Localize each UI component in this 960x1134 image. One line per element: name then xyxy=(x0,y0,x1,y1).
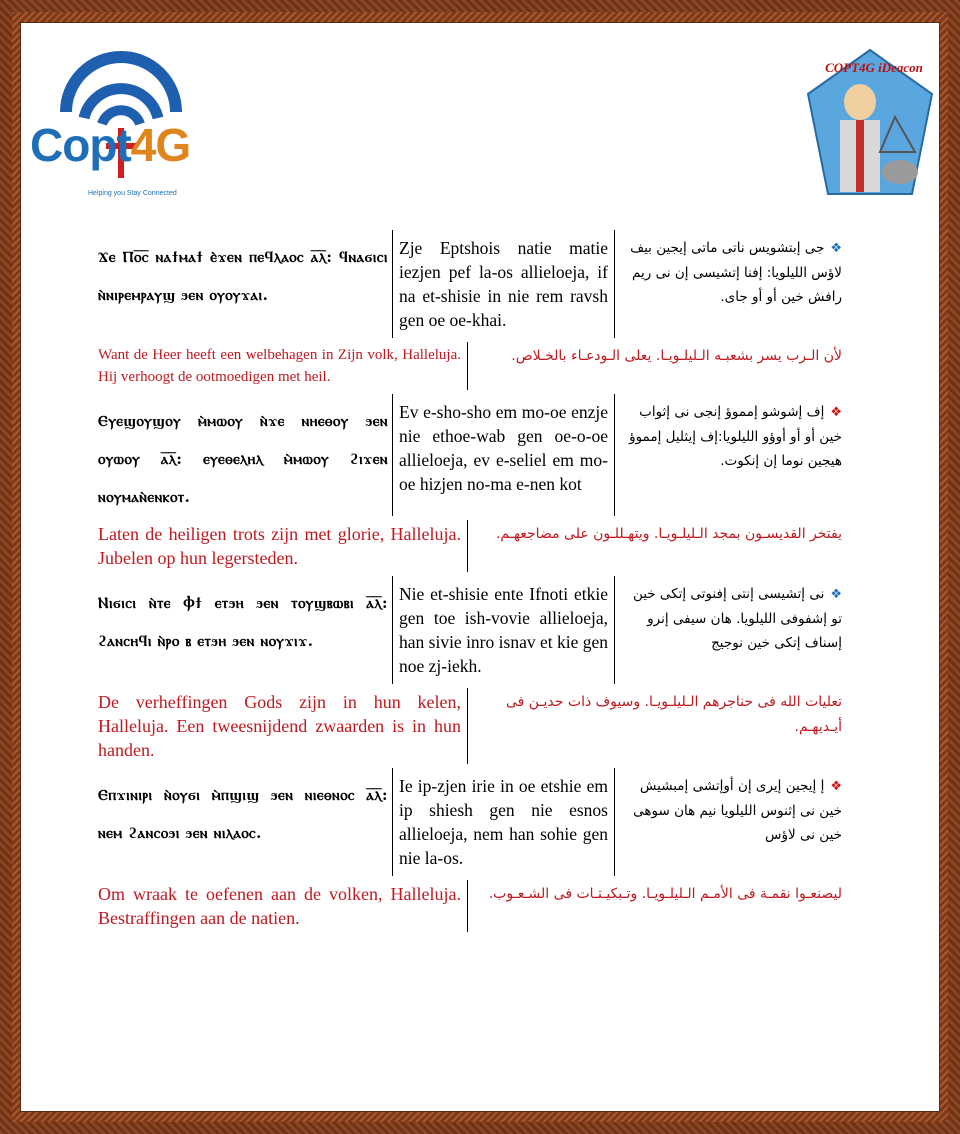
hymn-content xyxy=(96,230,846,936)
diamond-icon: ❖ xyxy=(830,779,842,794)
translation-row xyxy=(96,520,846,572)
transliteration-text: Nie et-shisie ente Ifnoti etkie gen toe ish-vovie allieloeja, han sivie inro isnav et kie gen noe zj-iekh. xyxy=(393,576,615,684)
verse-row xyxy=(96,576,846,684)
diamond-icon: ❖ xyxy=(830,241,842,256)
coptic-text: Ⲉⲩⲉϣⲟⲩϣⲟⲩ ⲙ̀ⲙⲱⲟⲩ ⲛ̀ϫⲉ ⲛⲏⲉⲑⲟⲩ ϧⲉⲛ ⲟⲩⲱⲟⲩ ⲁ̅ⲗ̅: ⲉⲩⲉⲑⲉⲗⲏⲗ ⲙ̀ⲙⲱⲟⲩ ϩⲓϫⲉⲛ ⲛⲟⲩⲙⲁⲛ̀ⲉⲛⲕⲟⲧ. xyxy=(96,394,393,516)
verse-row xyxy=(96,230,846,338)
coptic-text: Ⲛⲓϭⲓⲥⲓ ⲛ̀ⲧⲉ Ⲫϯ ⲉⲧϧⲏ ϧⲉⲛ ⲧⲟⲩϣⲃⲱⲃⲓ ⲁ̅ⲗ̅: ϩⲁⲛⲥⲏϥⲓ ⲛ̀ⲣⲟ ⲃ ⲉⲧϧⲏ ϧⲉⲛ ⲛⲟⲩϫⲓϫ. xyxy=(96,576,393,684)
diamond-icon: ❖ xyxy=(830,405,842,420)
verse-row xyxy=(96,394,846,516)
arabic-translation: لأن الـرب يسر بشعبـه الـليلـويـا. يعلى الـودعـاء بالخـلاص. xyxy=(511,348,842,364)
copt4g-logo xyxy=(26,48,196,208)
transliteration-text: Ie ip-zjen irie in oe etshie em ip shiesh gen nie esnos allieloeja, nem han sohie gen nie la-os. xyxy=(393,768,615,876)
translation-row xyxy=(96,342,846,390)
verse-row xyxy=(96,768,846,876)
arabic-transliteration: ❖إ إيجين إيرى إن أوإتشى إمبشيش خين نى إثنوس الليلويا نيم هان سوهى خين نى لاؤس xyxy=(633,778,842,843)
dutch-translation: Om wraak te oefenen aan de volken, Halleluja. Bestraffingen aan de natien. xyxy=(96,880,468,932)
translation-row xyxy=(96,688,846,764)
dutch-translation: Want de Heer heeft een welbehagen in Zijn volk, Halleluja. Hij verhoogt de ootmoedigen met heil. xyxy=(96,342,468,390)
transliteration-text: Zje Eptshois natie matie iezjen pef la-os allieloeja, if na et-shisie in nie rem ravsh gen oe oe-khai. xyxy=(393,230,615,338)
coptic-text: Ϫⲉ Ⲡⲟ̅ⲥ̅ ⲛⲁϯⲙⲁϯ ⲉ̀ϫⲉⲛ ⲡⲉϥⲗⲁⲟⲥ ⲁ̅ⲗ̅: ϥⲛⲁϭⲓⲥⲓ ⲛ̀ⲛⲓⲣⲉⲙⲣⲁⲩϣ ϧⲉⲛ ⲟⲩⲟⲩϫⲁⲓ. xyxy=(96,230,393,338)
translation-row xyxy=(96,880,846,932)
ideacon-logo xyxy=(800,42,940,202)
diamond-icon: ❖ xyxy=(830,587,842,602)
transliteration-text: Ev e-sho-sho em mo-oe enzje nie ethoe-wab gen oe-o-oe allieloeja, ev e-seliel em mo-oe hizjen no-ma e-nen kot xyxy=(393,394,615,516)
arabic-transliteration: ❖إف إشوشو إمموؤ إنجى نى إثواب خين أو أو أوؤو الليلويا:إف إيثليل إمموؤ هيجين نوما إن إنكوت. xyxy=(629,404,842,469)
arabic-translation: تعليات الله فى حناجرهم الـليلـويـا. وسيوف ذات حديـن فى أيـديهـم. xyxy=(505,694,842,735)
arabic-translation: يفتخر القديسـون بمجد الـليلـويـا. ويتهـللـون على مضاجعهـم. xyxy=(495,526,842,542)
dutch-translation: De verheffingen Gods zijn in hun kelen, Halleluja. Een tweesnijdend zwaarden is in hun handen. xyxy=(96,688,468,764)
coptic-text: Ⲉⲡϫⲓⲛⲓⲣⲓ ⲛ̀ⲟⲩϭⲓ ⲙ̀ⲡϣⲓϣ ϧⲉⲛ ⲛⲓⲉⲑⲛⲟⲥ ⲁ̅ⲗ̅: ⲛⲉⲙ ϩⲁⲛⲥⲟϧⲓ ϧⲉⲛ ⲛⲓⲗⲁⲟⲥ. xyxy=(96,768,393,876)
arabic-transliteration: ❖نى إتشيسى إنتى إفنوتى إتكى خين تو إشفوفى الليلويا. هان سيفى إنرو إسناف إتكى خين نوجيج xyxy=(632,586,842,651)
ideacon-title: COPT4G iDeacon xyxy=(825,60,923,75)
copt4g-tagline: Helping you Stay Connected xyxy=(88,190,177,197)
copt4g-logo-text: Copt4G xyxy=(30,119,191,171)
arabic-translation: ليصنعـوا نقمـة فى الأمـم الـليلـويـا. وتـبكيـتـات فى الشـعـوب. xyxy=(488,886,842,902)
arabic-transliteration: ❖جى إبتشويس ناتى ماتى إيجين بيف لاؤس الليلويا: إفنا إتشيسى إن نى ريم رافش خين أو أو جاى. xyxy=(630,240,842,305)
dutch-translation: Laten de heiligen trots zijn met glorie, Halleluja. Jubelen op hun legersteden. xyxy=(96,520,468,572)
